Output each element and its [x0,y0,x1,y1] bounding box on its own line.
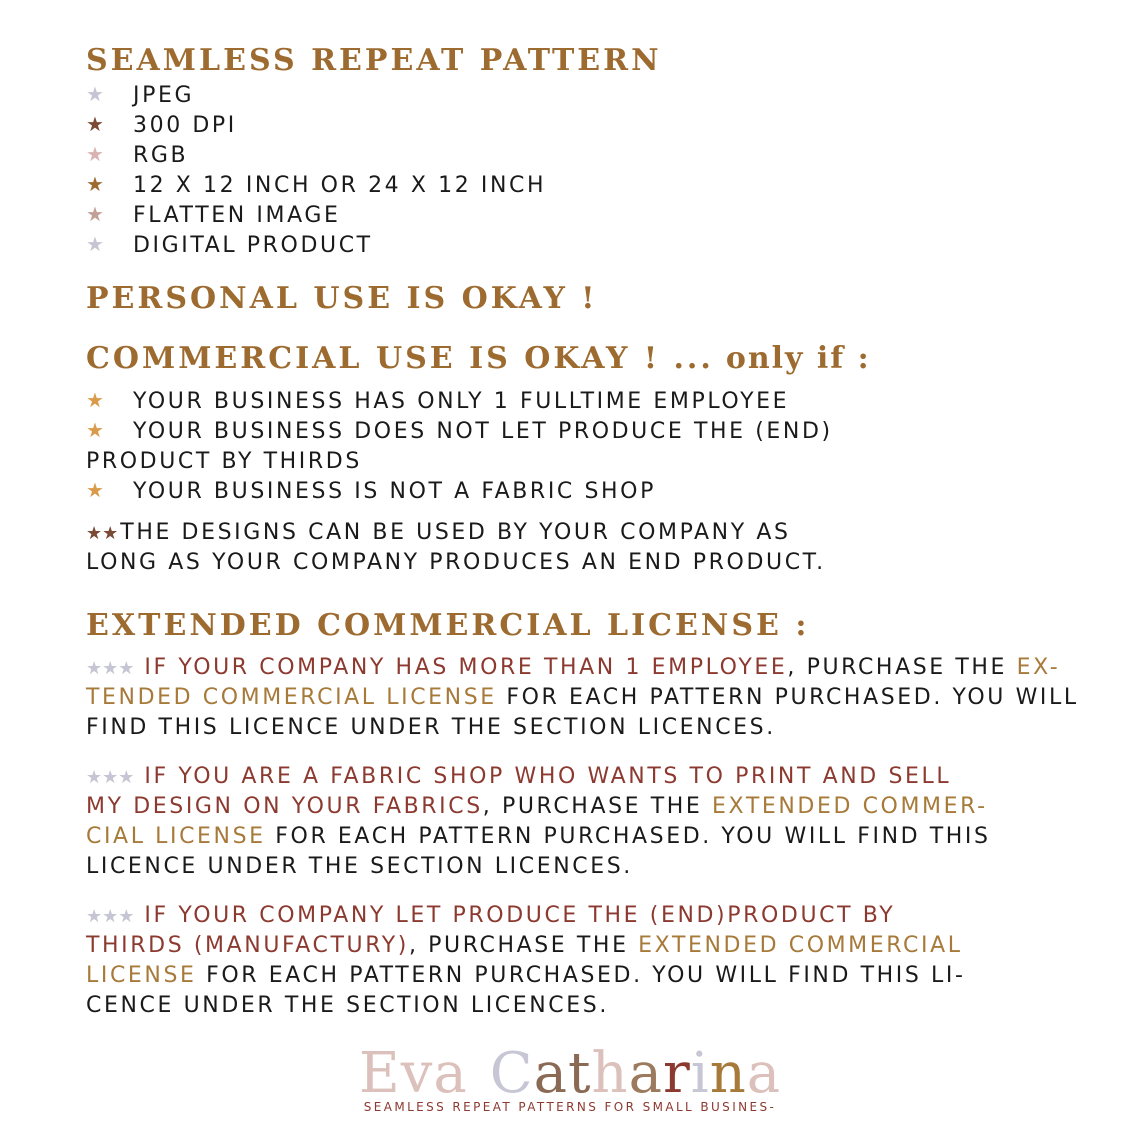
star-icon: ★★★ [86,658,135,679]
list-item-text: 300 DPI [133,113,237,138]
logo-letter: E [358,1041,401,1106]
logo-letter: C [489,1041,534,1106]
logo-letter: a [628,1041,663,1106]
body-text: FOR EACH PATTERN PURCHASED. YOU WILL FIND THIS [265,824,991,849]
list-item-text: FLATTEN IMAGE [133,203,341,228]
body-text: FOR EACH PATTERN PURCHASED. YOU WILL [496,685,1079,710]
extended-para2-line2 [86,796,988,818]
star-icon: ★ [86,418,104,442]
body-text: , PURCHASE THE [482,794,713,819]
extended-para1-line1 [86,657,1060,679]
star-icon: ★ [86,142,104,166]
list-item-text: YOUR BUSINESS IS NOT A FABRIC SHOP [133,479,656,504]
list-item-text: DIGITAL PRODUCT [133,233,373,258]
logo-letter: n [709,1041,747,1106]
extended-para3-line2 [86,935,963,957]
personal-use-heading: PERSONAL USE IS OKAY ! [86,281,598,316]
commercial-note-line2: LONG AS YOUR COMPANY PRODUCES AN END PRODUCT. [86,550,826,575]
star-icon: ★★ [86,523,119,544]
note-text: THE DESIGNS CAN BE USED BY YOUR COMPANY AS [120,520,791,545]
star-icon: ★ [86,478,104,502]
highlight-text: IF YOUR COMPANY HAS MORE THAN 1 EMPLOYEE [144,655,788,680]
license-text: TENDED COMMERCIAL LICENSE [86,685,497,710]
logo-letter: i [690,1041,710,1106]
extended-license-heading: EXTENDED COMMERCIAL LICENSE : [86,608,810,643]
license-text: CIAL LICENSE [86,824,266,849]
highlight-text: THIRDS (MANUFACTURY) [86,933,409,958]
star-icon: ★★★ [86,906,135,927]
commercial-heading-text: COMMERCIAL USE IS OKAY ! ... [86,341,714,376]
logo-letter: r [662,1041,691,1106]
logo-letter: a [746,1041,782,1106]
license-text: LICENSE [86,963,197,988]
star-icon: ★★★ [86,767,135,788]
extended-para1-line2 [86,687,1079,709]
star-icon: ★ [86,232,104,256]
logo-letter: t [568,1041,592,1106]
highlight-text: IF YOUR COMPANY LET PRODUCE THE (END)PRODUCT BY [144,903,896,928]
extended-para3-line4: CENCE UNDER THE SECTION LICENCES. [86,993,609,1018]
logo-letter: a [433,1041,468,1106]
highlight-text: MY DESIGN ON YOUR FABRICS [86,794,483,819]
list-item-text: YOUR BUSINESS DOES NOT LET PRODUCE THE (END) [133,419,833,444]
license-text: EXTENDED COMMER- [712,794,988,819]
brand-tagline: SEAMLESS REPEAT PATTERNS FOR SMALL BUSINES- [363,1100,777,1114]
extended-para2-line1 [86,766,951,788]
commercial-heading-suffix: only if : [725,341,871,376]
extended-para2-line4: LICENCE UNDER THE SECTION LICENCES. [86,854,633,879]
list-item-continuation: PRODUCT BY THIRDS [86,449,362,474]
star-icon: ★ [86,82,104,106]
body-text: , PURCHASE THE [787,655,1017,680]
extended-para3-line3 [86,965,966,987]
logo-letter: v [400,1041,434,1106]
logo-letter: a [533,1041,568,1106]
body-text: FOR EACH PATTERN PURCHASED. YOU WILL FIND THIS LI- [196,963,966,988]
list-item-text: 12 X 12 INCH OR 24 X 12 INCH [133,173,547,198]
brand-logo [0,1041,1140,1106]
license-text: EX- [1016,655,1061,680]
list-item-text: JPEG [133,83,195,108]
logo-letter: h [591,1041,629,1106]
extended-para3-line1 [86,905,895,927]
commercial-use-heading [86,341,871,376]
list-item-text: YOUR BUSINESS HAS ONLY 1 FULLTIME EMPLOYEE [133,389,790,414]
star-icon: ★ [86,388,104,412]
list-item-text: RGB [133,143,189,168]
extended-para1-line3: FIND THIS LICENCE UNDER THE SECTION LICENCES. [86,715,776,740]
license-text: EXTENDED COMMERCIAL [638,933,963,958]
star-icon: ★ [86,172,104,196]
commercial-note-line1 [86,522,791,544]
star-icon: ★ [86,202,104,226]
body-text: , PURCHASE THE [408,933,639,958]
extended-para2-line3 [86,826,991,848]
highlight-text: IF YOU ARE A FABRIC SHOP WHO WANTS TO PRINT AND SELL [144,764,952,789]
star-icon: ★ [86,112,104,136]
seamless-pattern-heading: SEAMLESS REPEAT PATTERN [86,43,662,78]
